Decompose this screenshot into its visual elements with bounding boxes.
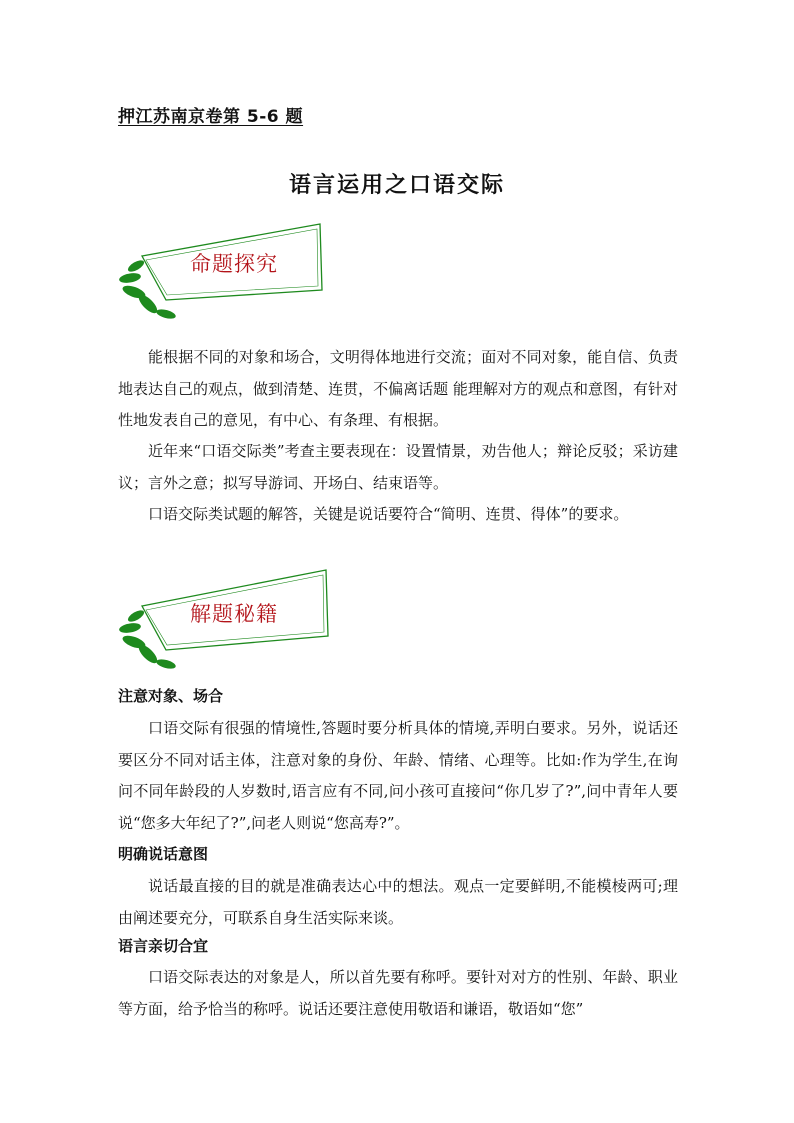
section-banner-mingti [112, 218, 338, 328]
section-banner-jieti [112, 568, 338, 678]
page-title: 语言运用之口语交际 [288, 173, 505, 198]
section-heading: 语言亲切合宜 [118, 937, 209, 955]
paragraph: 口语交际类试题的解答，关键是说话要符合“简明、连贯、得体”的要求。 [148, 505, 629, 523]
paragraph: 口语交际表达的对象是人，所以首先要有称呼。要针对对方的性别、年龄、职业等方面，给予恰当的称呼。说话还要注意使用敬语和谦语，敬语如“您” [118, 968, 678, 1018]
header-title: 押江苏南京卷第 5-6 题 [118, 107, 304, 127]
banner-label: 命题探究 [190, 252, 278, 276]
paragraph: 近年来“口语交际类”考查主要表现在：设置情景，劝告他人；辩论反驳；采访建议；言外之意；拟写导游词、开场白、结束语等。 [118, 442, 678, 492]
paragraph: 说话最直接的目的就是准确表达心中的想法。观点一定要鲜明,不能模棱两可;理由阐述要充分，可联系自身生活实际来谈。 [118, 877, 678, 927]
section-heading: 明确说话意图 [118, 845, 209, 863]
paragraph: 口语交际有很强的情境性,答题时要分析具体的情境,弄明白要求。另外，说话还要区分不同对话主体，注意对象的身份、年龄、情绪、心理等。比如:作为学生,在询问不同年龄段的人岁数时,语言应有不同,问小孩可直接问“你几岁了?”,问中青年人要说“您多大年纪了?”,问老人则说“您高寿?”。 [118, 719, 678, 832]
banner-label: 解题秘籍 [190, 602, 278, 626]
paragraph: 能根据不同的对象和场合，文明得体地进行交流；面对不同对象，能自信、负责地表达自己的观点，做到清楚、连贯，不偏离话题 能理解对方的观点和意图，有针对性地发表自己的意见，有中心、有条理、有根据。 [118, 348, 678, 429]
section-heading: 注意对象、场合 [118, 687, 224, 705]
